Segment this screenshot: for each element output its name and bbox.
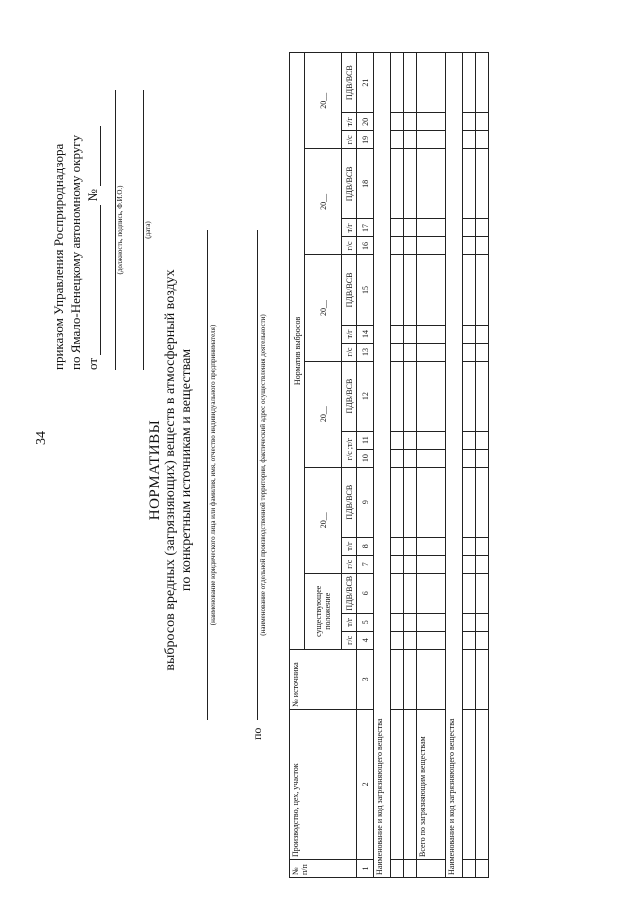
table-row <box>391 53 404 878</box>
header-gs: г/с <box>342 237 357 255</box>
header-row-1 <box>290 53 305 878</box>
header-gs: г/с <box>342 555 357 573</box>
col-number: 9 <box>357 467 374 537</box>
header-ty: т/г <box>342 325 357 343</box>
col-number: 12 <box>357 361 374 431</box>
header-norm: Норматив выбросов <box>290 53 305 650</box>
title-main: НОРМАТИВЫ <box>147 419 163 521</box>
table-row <box>404 53 417 878</box>
col-number: 8 <box>357 537 374 555</box>
title-line-3: по конкретным источникам и веществам <box>179 348 194 592</box>
col-number: 7 <box>357 555 374 573</box>
table-row <box>476 53 489 878</box>
substance-section-label: Наименование и код загрязняющего вещества <box>374 53 391 878</box>
header-production: Производство, цех, участок <box>290 709 357 859</box>
header-pdv: ПДВ/ВСВ <box>342 467 357 537</box>
header-gs: г/с <box>342 131 357 149</box>
header-pdv: ПДВ/ВСВ <box>342 361 357 431</box>
header-gs: г/с <box>342 631 357 649</box>
col-number: 2 <box>357 709 374 859</box>
po-label: по <box>250 727 264 740</box>
header-year: 20__ <box>305 255 342 361</box>
position-caption: (должность, подпись, Ф.И.О.) <box>115 90 125 370</box>
total-label: Всего по загрязняющим веществам <box>417 709 446 859</box>
approval-line-1: приказом Управления Росприроднадзора <box>51 143 66 370</box>
col-number: 4 <box>357 631 374 649</box>
title-line-2: выбросов вредных (загрязняющих) веществ в атмосферный воздух <box>163 269 178 671</box>
header-gs-ty: г/с ;т/г <box>342 431 357 467</box>
col-number: 19 <box>357 131 374 149</box>
header-pdv: ПДВ/ВСВ <box>342 149 357 219</box>
total-row <box>417 53 446 878</box>
substance-section-row <box>446 53 463 878</box>
rotated-document <box>32 40 592 890</box>
header-source: № источника <box>290 649 357 709</box>
emission-norms-table <box>289 52 489 878</box>
substance-section-label: Наименование и код загрязняющего вещества <box>446 53 463 878</box>
col-number: 14 <box>357 325 374 343</box>
header-ty: т/г <box>342 613 357 631</box>
col-number: 6 <box>357 573 374 613</box>
header-pdv: ПДВ/ВСВ <box>342 573 357 613</box>
col-number: 5 <box>357 613 374 631</box>
header-year: 20__ <box>305 361 342 467</box>
col-number: 13 <box>357 343 374 361</box>
col-number: 20 <box>357 113 374 131</box>
header-year: 20__ <box>305 53 342 149</box>
header-pdv: ПДВ/ВСВ <box>342 53 357 113</box>
col-number: 18 <box>357 149 374 219</box>
col-number: 21 <box>357 53 374 113</box>
approval-line-2: по Ямало-Ненецкому автономному округу <box>68 134 83 370</box>
col-number: 3 <box>357 649 374 709</box>
col-number: 16 <box>357 237 374 255</box>
entity-caption: (наименование юридического лица или фамилия, имя, отчество индивидуального предпринимателя) <box>207 230 217 720</box>
substance-section-row <box>374 53 391 878</box>
page-number: 34 <box>34 431 49 445</box>
date-caption: (дата) <box>143 90 153 370</box>
header-gs: г/с <box>342 343 357 361</box>
column-numbers-row <box>357 53 374 878</box>
header-existing: существующее положение <box>305 573 342 649</box>
document-title <box>147 170 195 770</box>
col-number: 11 <box>357 431 374 449</box>
header-pdv: ПДВ/ВСВ <box>342 255 357 325</box>
header-year: 20__ <box>305 149 342 255</box>
territory-caption: (наименование отдельной производственной территории, фактический адрес осуществления деятельности) <box>257 230 267 720</box>
col-number: 17 <box>357 219 374 237</box>
header-ty: т/г <box>342 537 357 555</box>
header-num: № п/п <box>290 859 357 877</box>
approval-date-row: от № <box>84 50 101 370</box>
table-row <box>463 53 476 878</box>
header-year: 20__ <box>305 467 342 573</box>
approval-block <box>50 50 153 370</box>
header-ty: т/г <box>342 113 357 131</box>
col-number: 10 <box>357 449 374 467</box>
col-number: 1 <box>357 859 374 877</box>
header-ty: т/г <box>342 219 357 237</box>
col-number: 15 <box>357 255 374 325</box>
